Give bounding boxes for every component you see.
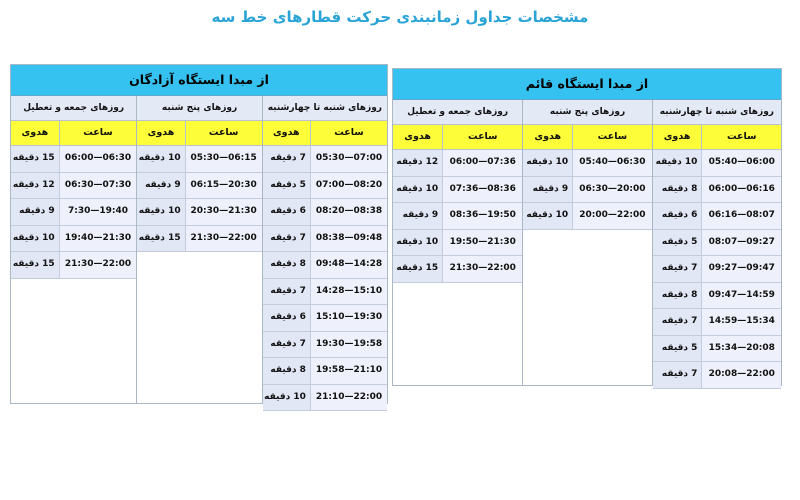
- headway-cell: 7 دقیقه: [263, 279, 310, 305]
- headway-cell: 10 دقیقه: [523, 150, 572, 176]
- schedule-group-column: [136, 96, 261, 403]
- time-range-cell: 06:15—20:30: [185, 173, 262, 199]
- group-title: روزهای پنج شنبه: [523, 100, 651, 125]
- time-range-cell: 06:30—20:00: [572, 177, 652, 203]
- schedule-rows: [393, 150, 522, 283]
- table-row: [11, 252, 136, 279]
- schedule-rows: [653, 150, 781, 389]
- time-range-cell: 19:30—19:58: [310, 332, 387, 358]
- time-column-header: ساعت: [185, 121, 262, 145]
- headway-cell: 10 دقیقه: [11, 226, 59, 252]
- table-row: [137, 173, 261, 200]
- table-title: از مبدا ایستگاه قائم: [393, 69, 781, 100]
- headway-cell: 10 دقیقه: [137, 199, 184, 225]
- table-row: [11, 173, 136, 200]
- time-range-cell: 08:20—08:38: [310, 199, 387, 225]
- time-range-cell: 08:07—09:27: [701, 230, 781, 256]
- headway-cell: 5 دقیقه: [263, 173, 310, 199]
- time-range-cell: 20:08—22:00: [701, 362, 781, 388]
- table-row: [653, 362, 781, 389]
- table-row: [653, 230, 781, 257]
- time-range-cell: 15:10—19:30: [310, 305, 387, 331]
- headway-cell: 10 دقیقه: [653, 150, 702, 176]
- table-row: [11, 146, 136, 173]
- headway-cell: 6 دقیقه: [263, 199, 310, 225]
- schedule-rows: [11, 146, 136, 279]
- headway-cell: 7 دقیقه: [653, 256, 702, 282]
- time-column-header: ساعت: [572, 125, 652, 149]
- schedule-group-column: [262, 96, 387, 403]
- table-row: [137, 226, 261, 253]
- time-range-cell: 21:30—22:00: [442, 256, 522, 282]
- headway-cell: 15 دقیقه: [137, 226, 184, 252]
- column-headers: [653, 125, 781, 150]
- headway-cell: 7 دقیقه: [263, 226, 310, 252]
- time-range-cell: 06:00—06:16: [701, 177, 781, 203]
- table-row: [263, 146, 387, 173]
- time-range-cell: 21:10—22:00: [310, 385, 387, 411]
- table-row: [653, 203, 781, 230]
- headway-cell: 7 دقیقه: [653, 362, 702, 388]
- time-range-cell: 08:38—09:48: [310, 226, 387, 252]
- time-range-cell: 07:00—08:20: [310, 173, 387, 199]
- headway-cell: 10 دقیقه: [393, 230, 442, 256]
- time-range-cell: 21:30—22:00: [59, 252, 137, 278]
- headway-cell: 10 دقیقه: [137, 146, 184, 172]
- headway-cell: 15 دقیقه: [11, 146, 59, 172]
- headway-column-header: هدوی: [653, 125, 702, 149]
- table-row: [653, 256, 781, 283]
- table-row: [11, 199, 136, 226]
- schedule-group-column: [652, 100, 781, 385]
- headway-cell: 12 دقیقه: [393, 150, 442, 176]
- headway-cell: 9 دقیقه: [11, 199, 59, 225]
- time-range-cell: 05:30—06:15: [185, 146, 262, 172]
- column-headers: [137, 121, 261, 146]
- headway-cell: 9 دقیقه: [137, 173, 184, 199]
- headway-cell: 5 دقیقه: [653, 230, 702, 256]
- headway-column-header: هدوی: [523, 125, 572, 149]
- group-title: روزهای شنبه تا چهارشنبه: [263, 96, 387, 121]
- time-range-cell: 09:27—09:47: [701, 256, 781, 282]
- table-row: [393, 203, 522, 230]
- table-row: [263, 199, 387, 226]
- time-range-cell: 19:58—21:10: [310, 358, 387, 384]
- table-row: [137, 199, 261, 226]
- table-row: [523, 150, 651, 177]
- time-column-header: ساعت: [310, 121, 387, 145]
- table-row: [653, 336, 781, 363]
- schedule-rows: [263, 146, 387, 411]
- page-title: مشخصات جداول زمانبندی حرکت قطارهای خط سه: [211, 8, 589, 26]
- time-range-cell: 06:00—07:36: [442, 150, 522, 176]
- table-title: از مبدا ایستگاه آزادگان: [11, 65, 387, 96]
- column-groups: [11, 96, 387, 403]
- headway-cell: 8 دقیقه: [653, 283, 702, 309]
- schedule-group-column: [522, 100, 651, 385]
- time-range-cell: 09:48—14:28: [310, 252, 387, 278]
- empty-area: [523, 230, 651, 386]
- table-row: [263, 226, 387, 253]
- time-range-cell: 15:34—20:08: [701, 336, 781, 362]
- time-column-header: ساعت: [59, 121, 137, 145]
- table-row: [11, 226, 136, 253]
- time-range-cell: 06:30—07:30: [59, 173, 137, 199]
- column-headers: [263, 121, 387, 146]
- table-row: [393, 177, 522, 204]
- headway-cell: 15 دقیقه: [11, 252, 59, 278]
- time-column-header: ساعت: [442, 125, 522, 149]
- time-range-cell: 20:00—22:00: [572, 203, 652, 229]
- time-range-cell: 14:28—15:10: [310, 279, 387, 305]
- headway-cell: 7 دقیقه: [653, 309, 702, 335]
- time-range-cell: 09:47—14:59: [701, 283, 781, 309]
- time-range-cell: 20:30—21:30: [185, 199, 262, 225]
- empty-area: [137, 252, 261, 403]
- headway-cell: 9 دقیقه: [523, 177, 572, 203]
- time-range-cell: 06:16—08:07: [701, 203, 781, 229]
- headway-column-header: هدوی: [263, 121, 310, 145]
- headway-column-header: هدوی: [393, 125, 442, 149]
- table-row: [393, 256, 522, 283]
- schedule-group-column: [11, 96, 136, 403]
- time-range-cell: 06:00—06:30: [59, 146, 137, 172]
- schedule-table-azadegan: [10, 64, 388, 404]
- table-row: [263, 358, 387, 385]
- headway-cell: 8 دقیقه: [263, 252, 310, 278]
- headway-cell: 12 دقیقه: [11, 173, 59, 199]
- table-row: [393, 230, 522, 257]
- column-headers: [523, 125, 651, 150]
- time-range-cell: 14:59—15:34: [701, 309, 781, 335]
- time-column-header: ساعت: [701, 125, 781, 149]
- headway-cell: 10 دقیقه: [263, 385, 310, 411]
- headway-cell: 8 دقیقه: [263, 358, 310, 384]
- column-headers: [11, 121, 136, 146]
- table-row: [137, 146, 261, 173]
- headway-cell: 5 دقیقه: [653, 336, 702, 362]
- table-row: [653, 309, 781, 336]
- column-headers: [393, 125, 522, 150]
- table-row: [263, 305, 387, 332]
- table-row: [653, 177, 781, 204]
- headway-column-header: هدوی: [137, 121, 184, 145]
- table-row: [653, 283, 781, 310]
- headway-cell: 10 دقیقه: [393, 177, 442, 203]
- headway-cell: 15 دقیقه: [393, 256, 442, 282]
- headway-cell: 7 دقیقه: [263, 332, 310, 358]
- time-range-cell: 05:40—06:00: [701, 150, 781, 176]
- group-title: روزهای جمعه و تعطیل: [393, 100, 522, 125]
- time-range-cell: 08:36—19:50: [442, 203, 522, 229]
- table-row: [653, 150, 781, 177]
- headway-cell: 8 دقیقه: [653, 177, 702, 203]
- headway-cell: 9 دقیقه: [393, 203, 442, 229]
- table-row: [263, 279, 387, 306]
- headway-cell: 6 دقیقه: [263, 305, 310, 331]
- empty-area: [393, 283, 522, 386]
- table-row: [263, 252, 387, 279]
- group-title: روزهای جمعه و تعطیل: [11, 96, 136, 121]
- group-title: روزهای پنج شنبه: [137, 96, 261, 121]
- table-row: [263, 173, 387, 200]
- time-range-cell: 21:30—22:00: [185, 226, 262, 252]
- time-range-cell: 05:40—06:30: [572, 150, 652, 176]
- headway-cell: 10 دقیقه: [523, 203, 572, 229]
- table-row: [263, 332, 387, 359]
- time-range-cell: 07:36—08:36: [442, 177, 522, 203]
- schedule-rows: [523, 150, 651, 230]
- empty-area: [11, 279, 136, 404]
- table-row: [523, 177, 651, 204]
- time-range-cell: 19:50—21:30: [442, 230, 522, 256]
- column-groups: [393, 100, 781, 385]
- headway-cell: 7 دقیقه: [263, 146, 310, 172]
- schedule-table-ghaem: [392, 68, 782, 386]
- table-row: [263, 385, 387, 412]
- headway-column-header: هدوی: [11, 121, 59, 145]
- table-row: [393, 150, 522, 177]
- time-range-cell: 7:30—19:40: [59, 199, 137, 225]
- headway-cell: 6 دقیقه: [653, 203, 702, 229]
- time-range-cell: 05:30—07:00: [310, 146, 387, 172]
- schedule-group-column: [393, 100, 522, 385]
- table-row: [523, 203, 651, 230]
- time-range-cell: 19:40—21:30: [59, 226, 137, 252]
- group-title: روزهای شنبه تا چهارشنبه: [653, 100, 781, 125]
- schedule-rows: [137, 146, 261, 252]
